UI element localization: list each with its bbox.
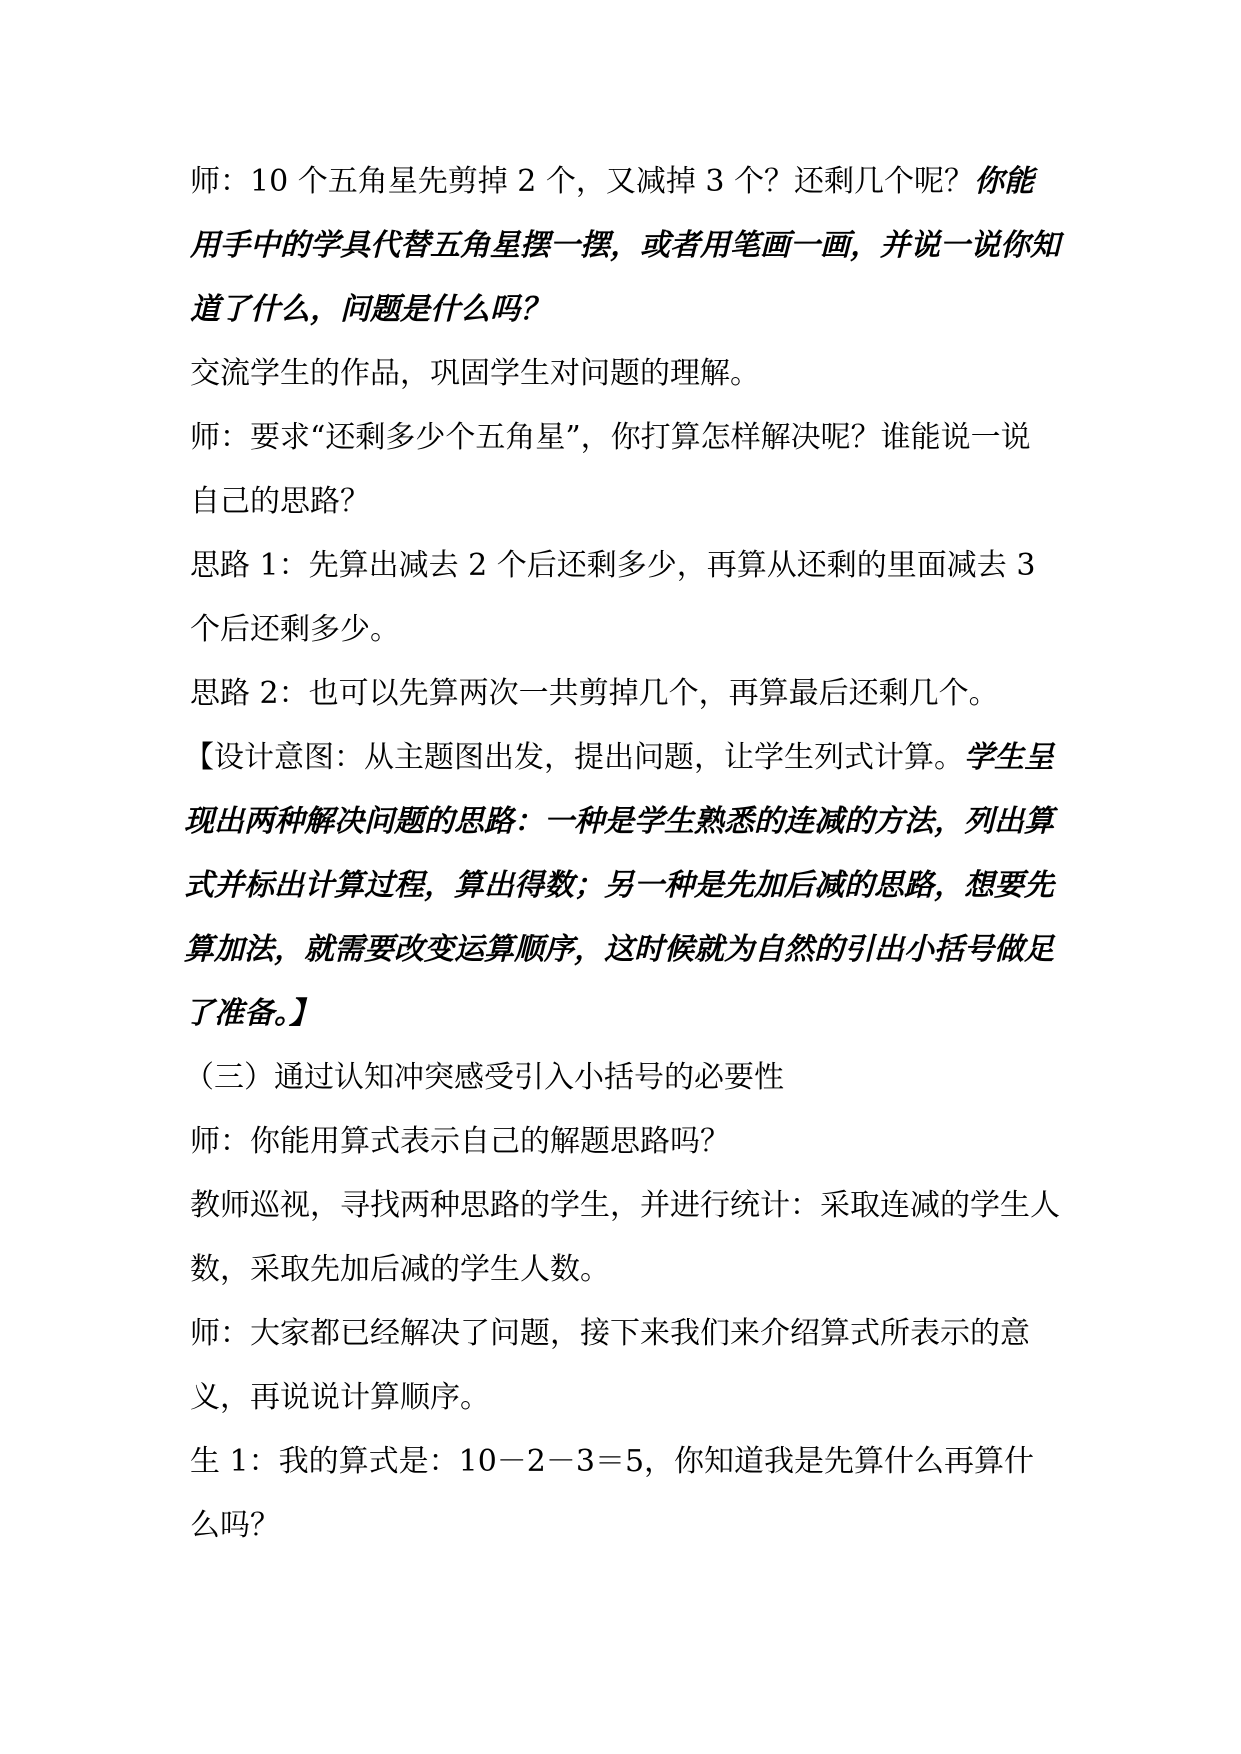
paragraph-teacher-question: [190, 150, 1060, 342]
paragraph-idea-2: [190, 662, 1060, 726]
paragraph-teacher-how-solve: [190, 406, 1060, 534]
paragraph-idea-1: [190, 534, 1060, 662]
paragraph-exchange-works: [190, 342, 1060, 406]
paragraph-design-intent: [184, 726, 1060, 1046]
paragraph-text: 生 1：我的算式是：10－2－3＝5，你知道我是先算什么再算什么吗？: [190, 1444, 1035, 1543]
paragraph-text: 思路 1：先算出减去 2 个后还剩多少，再算从还剩的里面减去 3 个后还剩多少。: [190, 548, 1036, 647]
paragraph-text: 交流学生的作品，巩固学生对问题的理解。: [190, 356, 760, 391]
emphasis-text: 学生呈现出两种解决问题的思路：一种是学生熟悉的连减的方法，列出算式并标出计算过程，算出得数；另一种是先加后减的思路，想要先算加法，就需要改变运算顺序，这时候就为自然的引出小括号做足了准备。】: [184, 740, 1054, 1031]
document-body: [184, 150, 1060, 1558]
paragraph-text: 师：要求“还剩多少个五角星”，你打算怎样解决呢？谁能说一说自己的思路？: [190, 420, 1031, 519]
paragraph-teacher-introduce: [190, 1302, 1060, 1430]
paragraph-text: 思路 2：也可以先算两次一共剪掉几个，再算最后还剩几个。: [190, 676, 999, 711]
paragraph-text: 【设计意图：从主题图出发，提出问题，让学生列式计算。: [184, 740, 964, 775]
section-heading-three: [184, 1046, 1060, 1110]
paragraph-text: 教师巡视，寻找两种思路的学生，并进行统计：采取连减的学生人数，采取先加后减的学生人数。: [190, 1188, 1060, 1287]
paragraph-text: 师：你能用算式表示自己的解题思路吗？: [190, 1124, 730, 1159]
paragraph-text: 师：10 个五角星先剪掉 2 个，又减掉 3 个？还剩几个呢？: [190, 164, 975, 199]
paragraph-teacher-formula: [190, 1110, 1060, 1174]
paragraph-text: 师：大家都已经解决了问题，接下来我们来介绍算式所表示的意义，再说说计算顺序。: [190, 1316, 1030, 1415]
paragraph-teacher-patrol: [190, 1174, 1060, 1302]
paragraph-text: （三）通过认知冲突感受引入小括号的必要性: [184, 1060, 784, 1095]
paragraph-student-1: [190, 1430, 1060, 1558]
emphasis-text: 你能用手中的学具代替五角星摆一摆，或者用笔画一画，并说一说你知道了什么，问题是什么吗？: [190, 164, 1060, 327]
